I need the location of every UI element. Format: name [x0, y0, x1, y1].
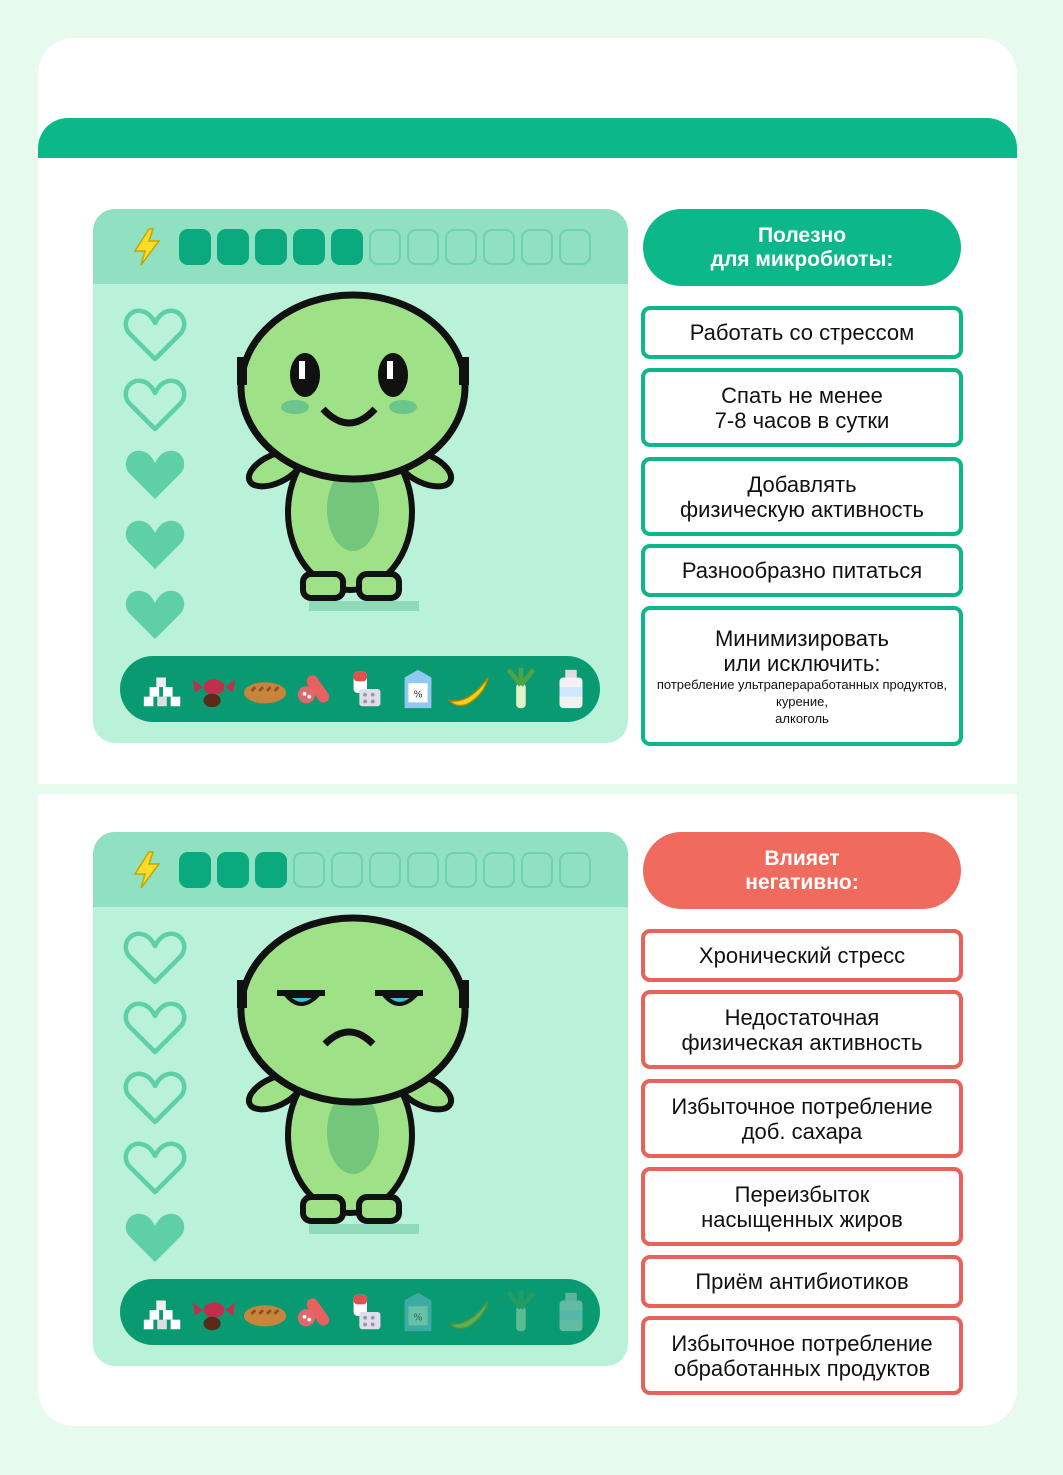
- heart-filled-icon: [123, 1210, 187, 1266]
- energy-cell-empty: [483, 852, 515, 888]
- bread-icon: [242, 666, 288, 712]
- energy-cell-filled: [255, 229, 287, 265]
- heart-empty-icon: [123, 1070, 187, 1126]
- sausage-icon: [293, 1289, 339, 1335]
- energy-cell-empty: [407, 229, 439, 265]
- svg-text:%: %: [413, 689, 423, 701]
- heart-empty-icon: [123, 377, 187, 433]
- food-bar: [120, 656, 600, 722]
- food-bar: [120, 1279, 600, 1345]
- energy-bar: [93, 832, 628, 907]
- heart-filled-icon: [123, 517, 187, 573]
- energy-cells: [179, 852, 591, 888]
- section-header-positive: Полезно для микробиоты:: [643, 209, 961, 286]
- sad-creature: [233, 912, 503, 1272]
- banana-icon: [446, 1289, 492, 1335]
- leek-icon: [497, 1289, 543, 1335]
- energy-cell-empty: [293, 852, 325, 888]
- milk-carton-icon: [395, 666, 441, 712]
- lightning-icon: [129, 850, 165, 890]
- heart-empty-icon: [123, 930, 187, 986]
- happy-creature: [233, 289, 503, 649]
- pills-icon: [344, 1289, 390, 1335]
- energy-cell-empty: [331, 852, 363, 888]
- heart-empty-icon: [123, 1000, 187, 1056]
- energy-bar: [93, 209, 628, 284]
- tip-item-minimize: Минимизировать или исключить: потребление ультрапераработанных продуктов, курение, алкоголь: [641, 606, 963, 746]
- section-divider: [38, 784, 1017, 794]
- risk-item-processed: Избыточное потребление обработанных продуктов: [641, 1316, 963, 1395]
- tip-item-activity: Добавлять физическую активность: [641, 457, 963, 536]
- energy-cell-empty: [445, 852, 477, 888]
- tip-item-sleep: Спать не менее 7-8 часов в сутки: [641, 368, 963, 447]
- sausage-icon: [293, 666, 339, 712]
- lightning-icon: [129, 227, 165, 267]
- svg-text:%: %: [413, 1312, 423, 1324]
- energy-cell-filled: [179, 229, 211, 265]
- sugar-cubes-icon: [140, 666, 186, 712]
- bottle-icon: [548, 1289, 594, 1335]
- energy-cell-filled: [255, 852, 287, 888]
- pet-panel-positive: [93, 209, 628, 743]
- heart-empty-icon: [123, 1140, 187, 1196]
- energy-cell-empty: [445, 229, 477, 265]
- heart-empty-icon: [123, 307, 187, 363]
- risk-item-antibiotics: Приём антибиотиков: [641, 1255, 963, 1308]
- energy-cell-empty: [521, 229, 553, 265]
- pills-icon: [344, 666, 390, 712]
- section-header-negative: Влияет негативно:: [643, 832, 961, 909]
- energy-cell-empty: [559, 852, 591, 888]
- bottle-icon: [548, 666, 594, 712]
- risk-item-sugar: Избыточное потребление доб. сахара: [641, 1079, 963, 1158]
- risk-item-stress: Хронический стресс: [641, 929, 963, 982]
- sugar-cubes-icon: [140, 1289, 186, 1335]
- energy-cell-empty: [483, 229, 515, 265]
- risk-item-inactivity: Недостаточная физическая активность: [641, 990, 963, 1069]
- energy-cell-filled: [179, 852, 211, 888]
- heart-filled-icon: [123, 587, 187, 643]
- tip-item-diet: Разнообразно питаться: [641, 544, 963, 597]
- energy-cell-empty: [559, 229, 591, 265]
- tip-item-stress: Работать со стрессом: [641, 306, 963, 359]
- milk-carton-icon: [395, 1289, 441, 1335]
- candy-icon: [191, 1289, 237, 1335]
- energy-cell-filled: [331, 229, 363, 265]
- banana-icon: [446, 666, 492, 712]
- energy-cell-empty: [369, 229, 401, 265]
- energy-cell-empty: [407, 852, 439, 888]
- energy-cell-empty: [369, 852, 401, 888]
- energy-cells: [179, 229, 591, 265]
- pet-panel-negative: [93, 832, 628, 1366]
- header-bar: [38, 118, 1017, 158]
- energy-cell-filled: [217, 229, 249, 265]
- energy-cell-filled: [217, 852, 249, 888]
- heart-filled-icon: [123, 447, 187, 503]
- energy-cell-filled: [293, 229, 325, 265]
- risk-item-fats: Переизбыток насыщенных жиров: [641, 1167, 963, 1246]
- leek-icon: [497, 666, 543, 712]
- bread-icon: [242, 1289, 288, 1335]
- energy-cell-empty: [521, 852, 553, 888]
- candy-icon: [191, 666, 237, 712]
